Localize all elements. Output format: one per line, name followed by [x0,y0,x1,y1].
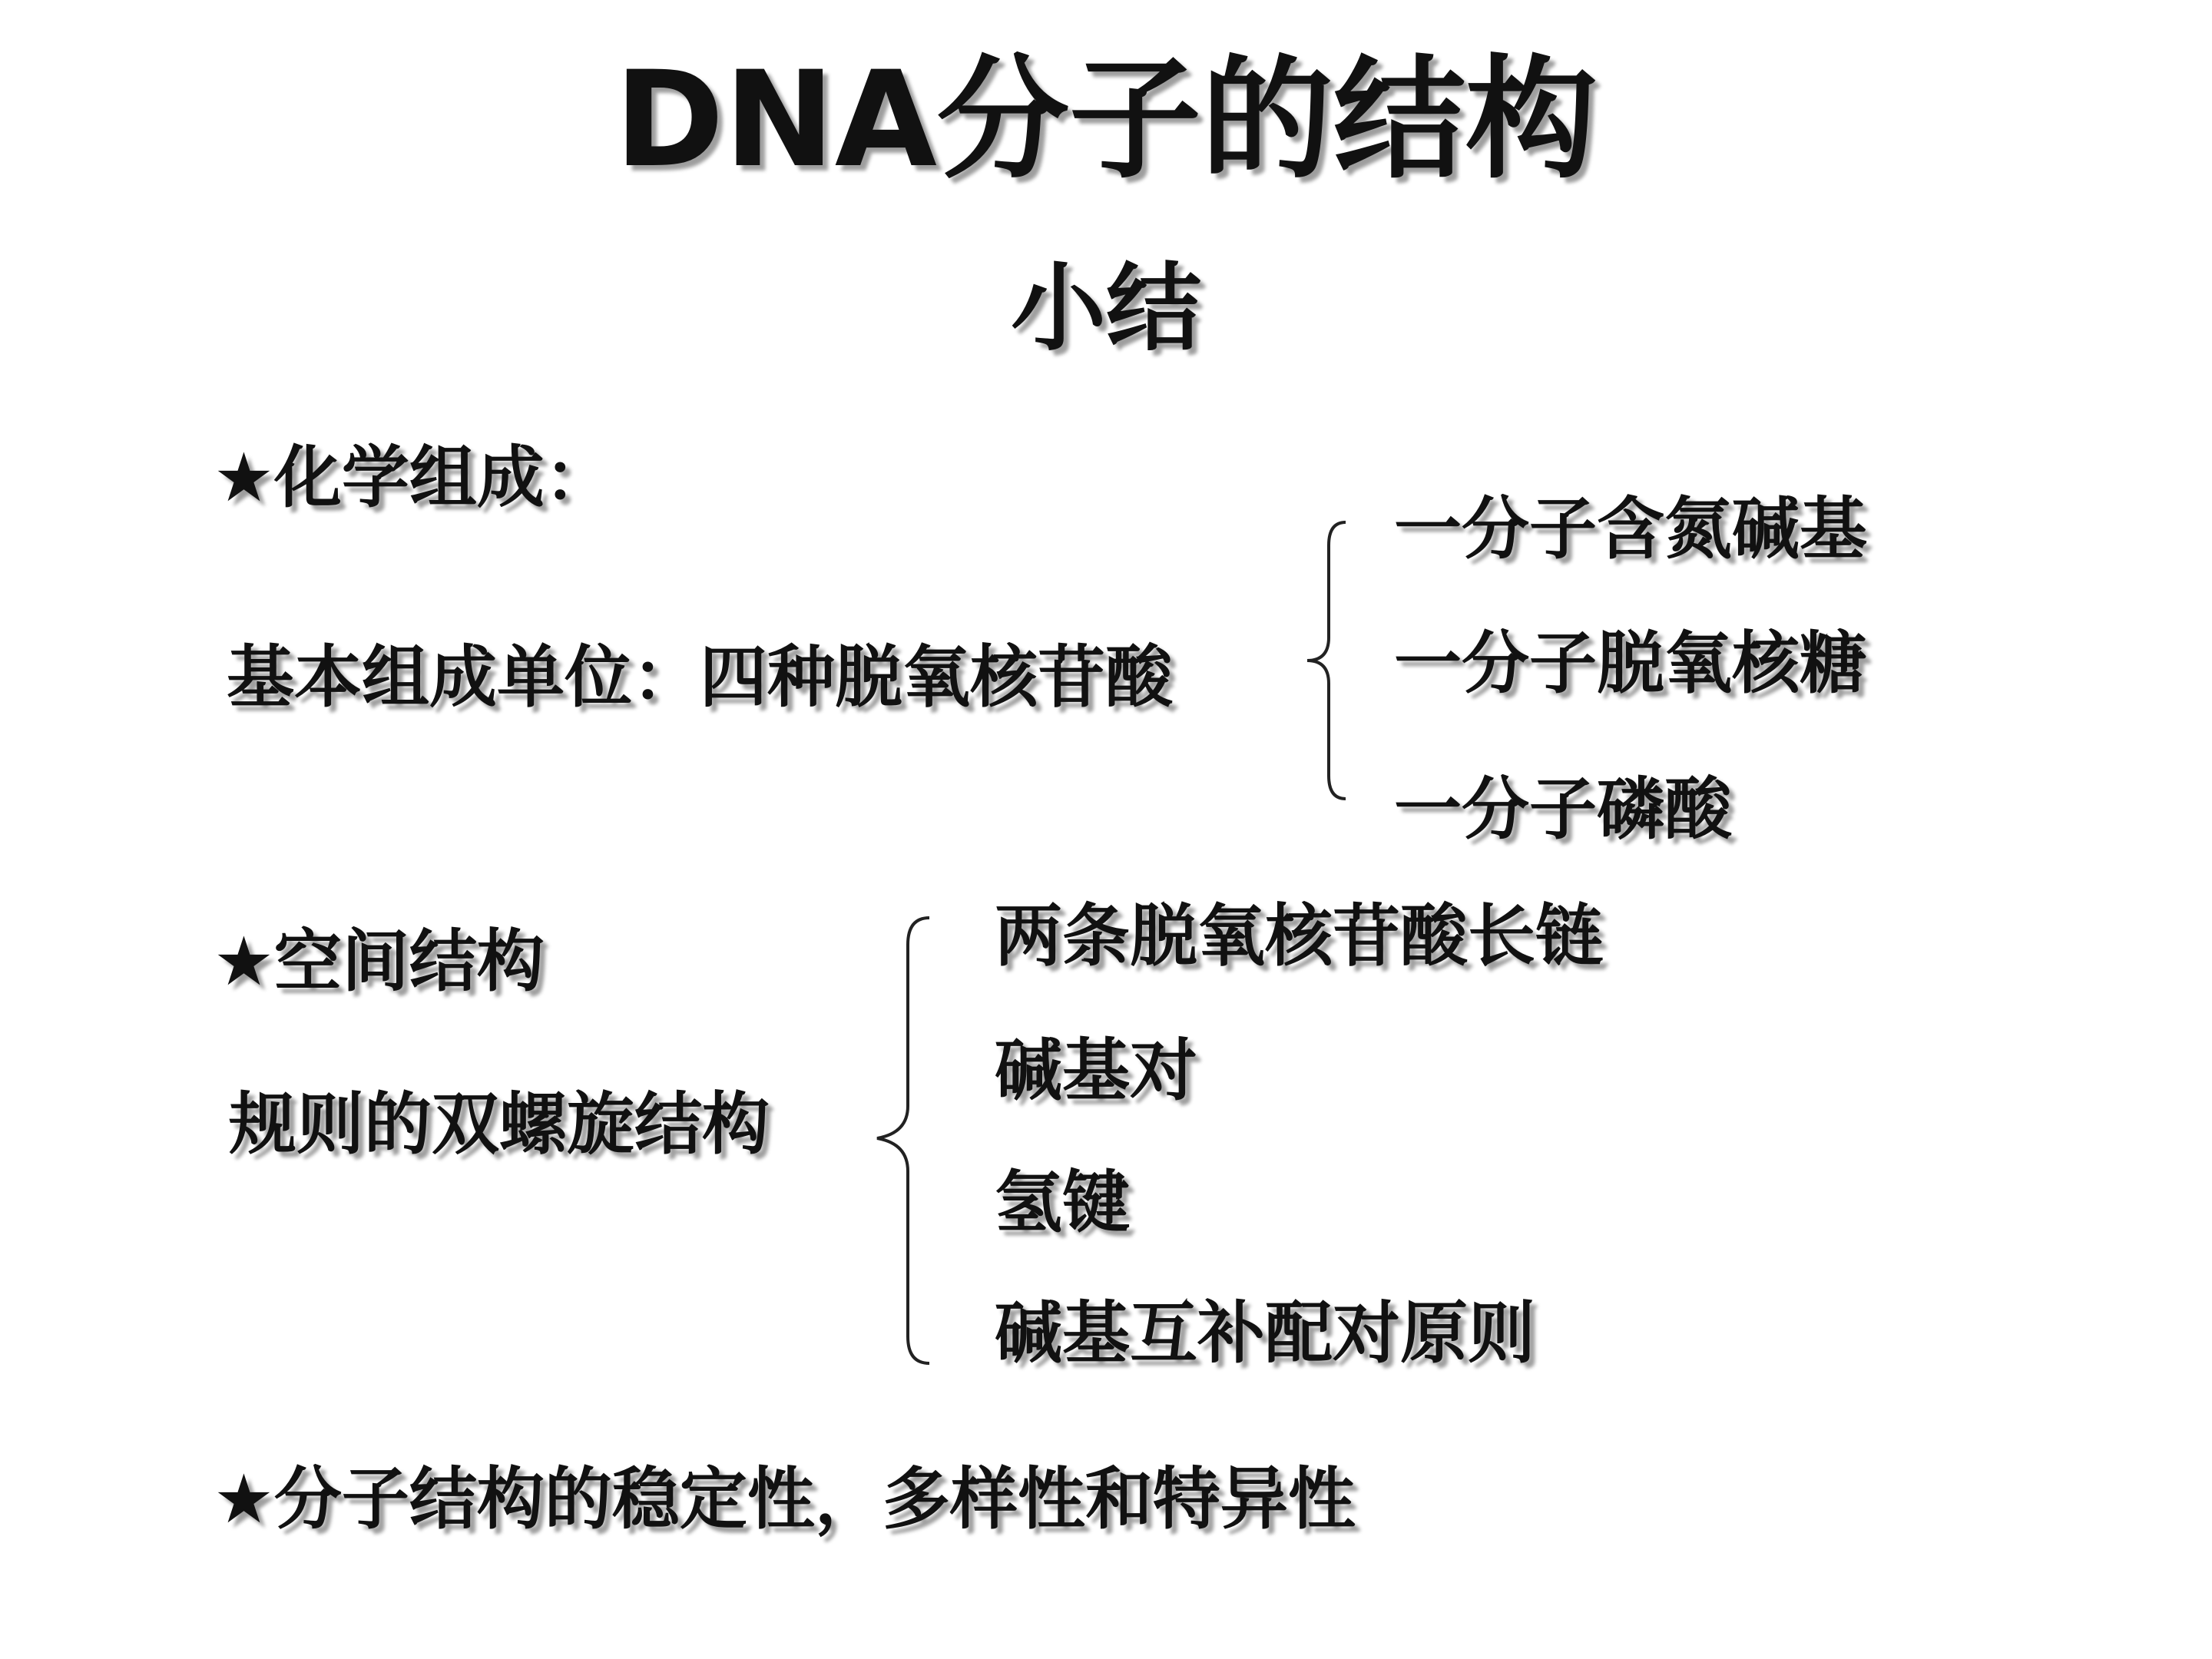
chemical-heading: ★化学组成： [214,438,612,517]
slide-title: DNA分子的结构 [614,42,1598,197]
slide-subtitle: 小结 [1010,253,1201,364]
component-item-phosphate: 一分子磷酸 [1394,770,1733,849]
feature-item-hydrogen-bonds: 氢键 [995,1163,1131,1242]
chemical-brace [1298,515,1359,806]
basic-unit-label: 基本组成单位：四种脱氧核苷酸 [227,637,1174,717]
spatial-brace [868,910,945,1371]
feature-item-strands: 两条脱氧核苷酸长链 [995,896,1604,975]
component-item-sugar: 一分子脱氧核糖 [1394,624,1868,703]
feature-item-pairing-rule: 碱基互补配对原则 [995,1293,1536,1373]
properties-heading: ★分子结构的稳定性，多样性和特异性 [214,1459,1356,1538]
spatial-heading: ★空间结构 [214,922,545,1001]
component-item-base: 一分子含氮碱基 [1394,489,1868,568]
feature-item-base-pairs: 碱基对 [995,1031,1198,1110]
double-helix-label: 规则的双螺旋结构 [229,1084,770,1164]
